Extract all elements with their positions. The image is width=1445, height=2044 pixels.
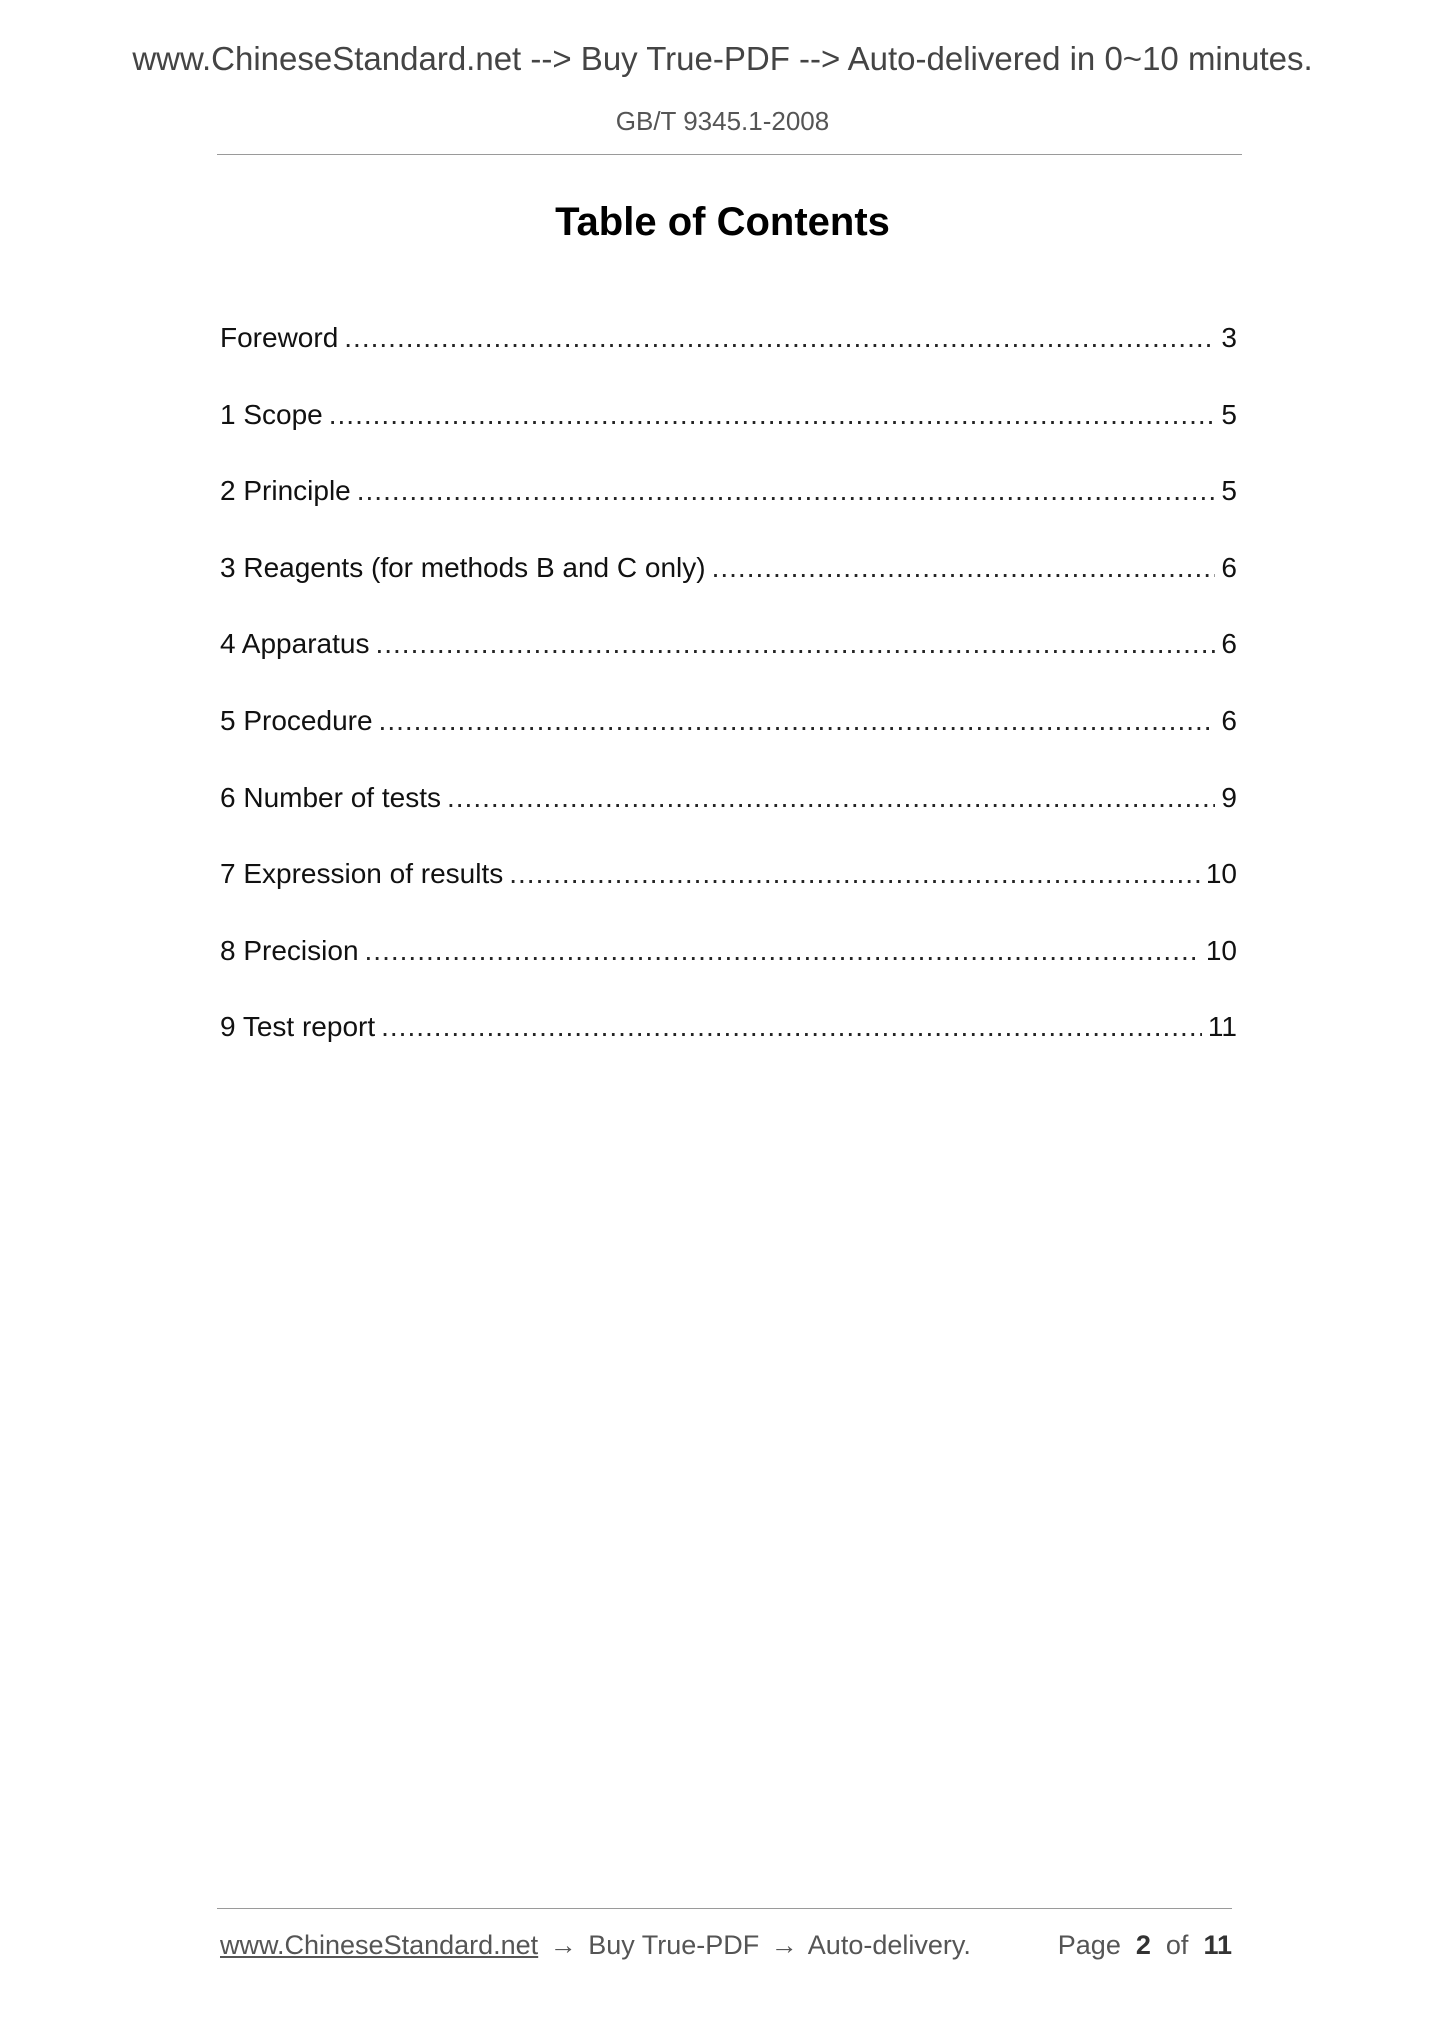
current-page-number: 2 xyxy=(1135,1930,1151,1960)
toc-entry-scope[interactable] xyxy=(220,399,1237,476)
toc-entry-apparatus[interactable] xyxy=(220,628,1237,705)
toc-entry-foreword[interactable] xyxy=(220,322,1237,399)
toc-entry-label: 3 Reagents (for methods B and C only) xyxy=(220,551,706,583)
header-banner: www.ChineseStandard.net --> Buy True-PDF --> Auto-delivered in 0~10 minutes. xyxy=(132,40,1313,77)
toc-entry-label: 8 Precision xyxy=(220,934,359,966)
toc-entry-label: Foreword xyxy=(220,322,339,353)
toc-entry-page: 9 xyxy=(1221,781,1237,813)
footer-site-link[interactable]: www.ChineseStandard.net xyxy=(220,1930,539,1960)
toc-dot-leader xyxy=(379,705,1216,737)
toc-dot-leader xyxy=(365,935,1200,967)
toc-entry-label: 6 Number of tests xyxy=(220,781,441,813)
toc-entry-page: 6 xyxy=(1221,704,1237,736)
toc-dot-leader xyxy=(381,1011,1202,1043)
toc-dot-leader xyxy=(344,322,1215,354)
toc-dot-leader xyxy=(447,782,1215,814)
toc-list xyxy=(220,322,1237,1088)
arrow-right-icon: → xyxy=(549,1930,577,1960)
footer-promo xyxy=(220,1930,971,1961)
toc-entry-page: 6 xyxy=(1221,628,1237,660)
footer-delivery-text: Auto-delivery. xyxy=(807,1930,971,1960)
toc-dot-leader xyxy=(329,399,1216,431)
toc-entry-page: 11 xyxy=(1207,1011,1237,1043)
page-label: Page xyxy=(1057,1930,1121,1960)
toc-dot-leader xyxy=(357,475,1216,507)
toc-entry-reagents[interactable] xyxy=(220,552,1237,629)
toc-entry-page: 3 xyxy=(1221,322,1237,353)
toc-entry-page: 5 xyxy=(1221,398,1237,430)
toc-entry-label: 2 Principle xyxy=(220,475,351,507)
toc-title: Table of Contents xyxy=(555,200,890,244)
toc-entry-expression-of-results[interactable] xyxy=(220,858,1237,935)
header-divider xyxy=(217,154,1242,155)
footer-divider xyxy=(217,1908,1232,1909)
toc-entry-principle[interactable] xyxy=(220,475,1237,552)
toc-dot-leader xyxy=(375,628,1215,660)
total-pages-number: 11 xyxy=(1203,1930,1232,1960)
footer xyxy=(220,1930,1232,1961)
toc-entry-procedure[interactable] xyxy=(220,705,1237,782)
arrow-right-icon: → xyxy=(770,1930,798,1960)
toc-dot-leader xyxy=(712,552,1216,584)
toc-dot-leader xyxy=(509,858,1200,890)
page-indicator xyxy=(1058,1930,1232,1961)
of-label: of xyxy=(1165,1930,1189,1960)
toc-entry-label: 7 Expression of results xyxy=(220,858,504,890)
toc-entry-test-report[interactable] xyxy=(220,1011,1237,1088)
footer-buy-text: Buy True-PDF xyxy=(588,1930,760,1960)
toc-entry-page: 10 xyxy=(1205,934,1237,966)
toc-entry-precision[interactable] xyxy=(220,935,1237,1012)
toc-entry-number-of-tests[interactable] xyxy=(220,782,1237,859)
toc-entry-label: 1 Scope xyxy=(220,398,323,430)
standard-code: GB/T 9345.1-2008 xyxy=(615,106,830,136)
toc-entry-page: 6 xyxy=(1221,551,1237,583)
toc-entry-label: 4 Apparatus xyxy=(220,628,370,660)
toc-entry-page: 5 xyxy=(1221,475,1237,507)
toc-entry-label: 5 Procedure xyxy=(220,704,373,736)
toc-entry-label: 9 Test report xyxy=(220,1011,376,1043)
toc-entry-page: 10 xyxy=(1205,858,1237,890)
